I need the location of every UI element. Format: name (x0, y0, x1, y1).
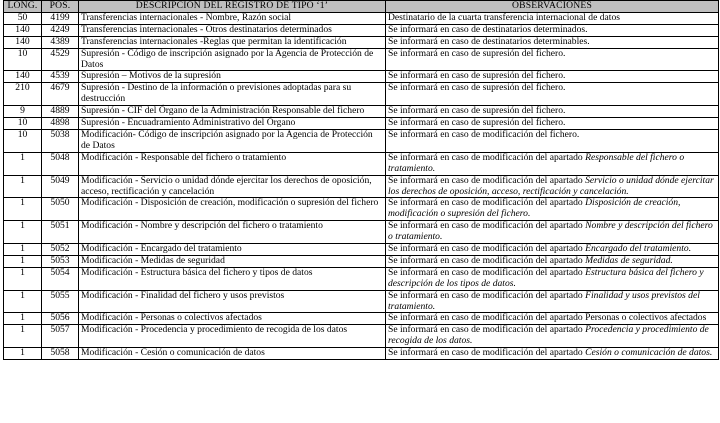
observation-text: Se informará en caso de modificación del apartado (388, 174, 586, 186)
cell-description: Modificación - Estructura básica del fichero y tipos de datos (79, 267, 386, 290)
observation-text: Se informará en caso de supresión del fichero. (388, 105, 566, 117)
table-row (4, 48, 719, 71)
cell-observations (386, 267, 719, 290)
cell-long: 140 (4, 36, 42, 48)
cell-pos: 5056 (42, 313, 79, 325)
cell-pos: 5050 (42, 198, 79, 221)
cell-pos: 4199 (42, 12, 79, 24)
cell-observations (386, 118, 719, 130)
cell-description: Modificación - Disposición de creación, modificación o supresión del fichero (79, 198, 386, 221)
cell-observations (386, 83, 719, 106)
cell-long: 1 (4, 198, 42, 221)
observation-text: Se informará en caso de modificación del fichero. (388, 128, 580, 140)
observation-text: Se informará en caso de destinatarios determinados. (388, 23, 588, 35)
cell-description: Supresión – Motivos de la supresión (79, 71, 386, 83)
cell-long: 10 (4, 118, 42, 130)
cell-long: 9 (4, 106, 42, 118)
observation-italic-text: Nombre y descripción del fichero o tratamiento. (388, 220, 713, 243)
table-row (4, 198, 719, 221)
observation-italic-text: Estructura básica del fichero y descripción de los tipos de datos. (388, 266, 704, 289)
cell-observations (386, 36, 719, 48)
cell-pos: 4529 (42, 48, 79, 71)
cell-pos: 5057 (42, 325, 79, 348)
table-row (4, 129, 719, 152)
cell-pos: 5038 (42, 129, 79, 152)
cell-pos: 5051 (42, 221, 79, 244)
observation-italic-text: Servicio o unidad dónde ejercitar los derechos de oposición, acceso, rectificación y cancelación. (388, 174, 714, 197)
cell-pos: 5048 (42, 152, 79, 175)
observation-italic-text: Finalidad y usos previstos del tratamiento. (388, 289, 700, 312)
observation-text: Se informará en caso de modificación del apartado Personas o colectivos afectados (388, 312, 707, 324)
cell-pos: 4898 (42, 118, 79, 130)
cell-description: Supresión - Destino de la información o previsiones adoptadas para su destrucción (79, 83, 386, 106)
cell-pos: 5052 (42, 244, 79, 256)
cell-pos: 5058 (42, 348, 79, 360)
cell-description: Modificación - Servicio o unidad dónde ejercitar los derechos de oposición, acceso, rectificación y cancelación (79, 175, 386, 198)
table-row (4, 152, 719, 175)
cell-description: Supresión - CIF del Órgano de la Administración Responsable del fichero (79, 106, 386, 118)
cell-description: Modificación - Procedencia y procedimiento de recogida de los datos (79, 325, 386, 348)
observation-text: Se informará en caso de modificación del apartado (388, 243, 586, 255)
cell-observations (386, 221, 719, 244)
cell-long: 1 (4, 348, 42, 360)
cell-pos: 5055 (42, 290, 79, 313)
cell-observations (386, 129, 719, 152)
cell-description: Transferencias internacionales - Nombre, Razón social (79, 12, 386, 24)
cell-description: Supresión - Encuadramiento Administrativo del Órgano (79, 118, 386, 130)
cell-long: 1 (4, 313, 42, 325)
record-layout-table (3, 0, 719, 360)
table-row (4, 118, 719, 130)
table-row (4, 290, 719, 313)
cell-description: Supresión - Código de inscripción asignado por la Agencia de Protección de Datos (79, 48, 386, 71)
cell-long: 1 (4, 255, 42, 267)
cell-description: Modificación - Responsable del fichero o tratamiento (79, 152, 386, 175)
header-observations: OBSERVACIONES (386, 1, 719, 13)
cell-long: 1 (4, 152, 42, 175)
cell-description: Modificación - Finalidad del fichero y usos previstos (79, 290, 386, 313)
header-row (4, 1, 719, 13)
cell-long: 1 (4, 244, 42, 256)
observation-text: Se informará en caso de modificación del apartado (388, 151, 586, 163)
cell-observations (386, 106, 719, 118)
table-row (4, 106, 719, 118)
cell-long: 210 (4, 83, 42, 106)
observation-italic-text: Disposición de creación, modificación o supresión del fichero. (388, 197, 681, 220)
cell-observations (386, 313, 719, 325)
cell-description: Modificación - Nombre y descripción del fichero o tratamiento (79, 221, 386, 244)
table-row (4, 255, 719, 267)
observation-text: Se informará en caso de modificación del apartado (388, 197, 586, 209)
table-row (4, 348, 719, 360)
observation-italic-text: Cesión o comunicación de datos. (585, 347, 713, 359)
observation-text: Se informará en caso de modificación del apartado (388, 347, 586, 359)
table-body (4, 12, 719, 359)
table-row (4, 71, 719, 83)
header-pos: POS. (42, 1, 79, 13)
cell-observations (386, 24, 719, 36)
table-row (4, 221, 719, 244)
cell-pos: 4889 (42, 106, 79, 118)
cell-description: Modificación- Código de inscripción asignado por la Agencia de Protección de Datos (79, 129, 386, 152)
cell-long: 140 (4, 24, 42, 36)
observation-text: Se informará en caso de supresión del fichero. (388, 117, 566, 129)
cell-observations (386, 12, 719, 24)
cell-long: 1 (4, 221, 42, 244)
observation-text: Se informará en caso de modificación del apartado (388, 220, 586, 232)
observation-text: Se informará en caso de modificación del apartado (388, 324, 586, 336)
cell-pos: 5054 (42, 267, 79, 290)
table-row (4, 12, 719, 24)
observation-italic-text: Medidas de seguridad. (585, 254, 673, 266)
cell-pos: 5049 (42, 175, 79, 198)
cell-observations (386, 175, 719, 198)
table-row (4, 325, 719, 348)
observation-italic-text: Procedencia y procedimiento de recogida de los datos. (388, 324, 709, 347)
cell-long: 140 (4, 71, 42, 83)
observation-text: Se informará en caso de supresión del fichero. (388, 70, 566, 82)
cell-observations (386, 71, 719, 83)
cell-observations (386, 198, 719, 221)
cell-observations (386, 290, 719, 313)
cell-long: 50 (4, 12, 42, 24)
observation-italic-text: Responsable del fichero o tratamiento. (388, 151, 685, 174)
observation-italic-text: Encargado del tratamiento. (585, 243, 692, 255)
cell-description: Modificación - Encargado del tratamiento (79, 244, 386, 256)
table-row (4, 267, 719, 290)
cell-description: Transferencias internacionales - Otros destinatarios determinados (79, 24, 386, 36)
table-row (4, 83, 719, 106)
cell-pos: 5053 (42, 255, 79, 267)
table-row (4, 244, 719, 256)
cell-observations (386, 48, 719, 71)
cell-pos: 4539 (42, 71, 79, 83)
cell-pos: 4249 (42, 24, 79, 36)
table-row (4, 175, 719, 198)
observation-text: Destinatario de la cuarta transferencia internacional de datos (388, 11, 621, 23)
cell-long: 1 (4, 325, 42, 348)
header-description: DESCRIPCIÓN DEL REGISTRO DE TIPO ‘1’ (79, 1, 386, 13)
cell-observations (386, 152, 719, 175)
cell-long: 1 (4, 290, 42, 313)
observation-text: Se informará en caso de destinatarios determinables. (388, 35, 590, 47)
record-layout-table-wrapper (3, 0, 718, 360)
observation-text: Se informará en caso de modificación del apartado (388, 289, 586, 301)
cell-observations (386, 244, 719, 256)
observation-text: Se informará en caso de modificación del apartado (388, 254, 586, 266)
observation-text: Se informará en caso de supresión del fichero. (388, 47, 566, 59)
cell-description: Modificación - Medidas de seguridad (79, 255, 386, 267)
table-row (4, 24, 719, 36)
cell-long: 10 (4, 129, 42, 152)
cell-long: 10 (4, 48, 42, 71)
cell-description: Modificación - Personas o colectivos afectados (79, 313, 386, 325)
table-row (4, 36, 719, 48)
table-row (4, 313, 719, 325)
cell-description: Transferencias internacionales -Reglas que permitan la identificación (79, 36, 386, 48)
cell-pos: 4389 (42, 36, 79, 48)
cell-observations (386, 348, 719, 360)
observation-text: Se informará en caso de supresión del fichero. (388, 82, 566, 94)
header-long: LONG. (4, 1, 42, 13)
cell-description: Modificación - Cesión o comunicación de datos (79, 348, 386, 360)
cell-pos: 4679 (42, 83, 79, 106)
cell-observations (386, 325, 719, 348)
cell-long: 1 (4, 175, 42, 198)
observation-text: Se informará en caso de modificación del apartado (388, 266, 586, 278)
cell-long: 1 (4, 267, 42, 290)
cell-observations (386, 255, 719, 267)
